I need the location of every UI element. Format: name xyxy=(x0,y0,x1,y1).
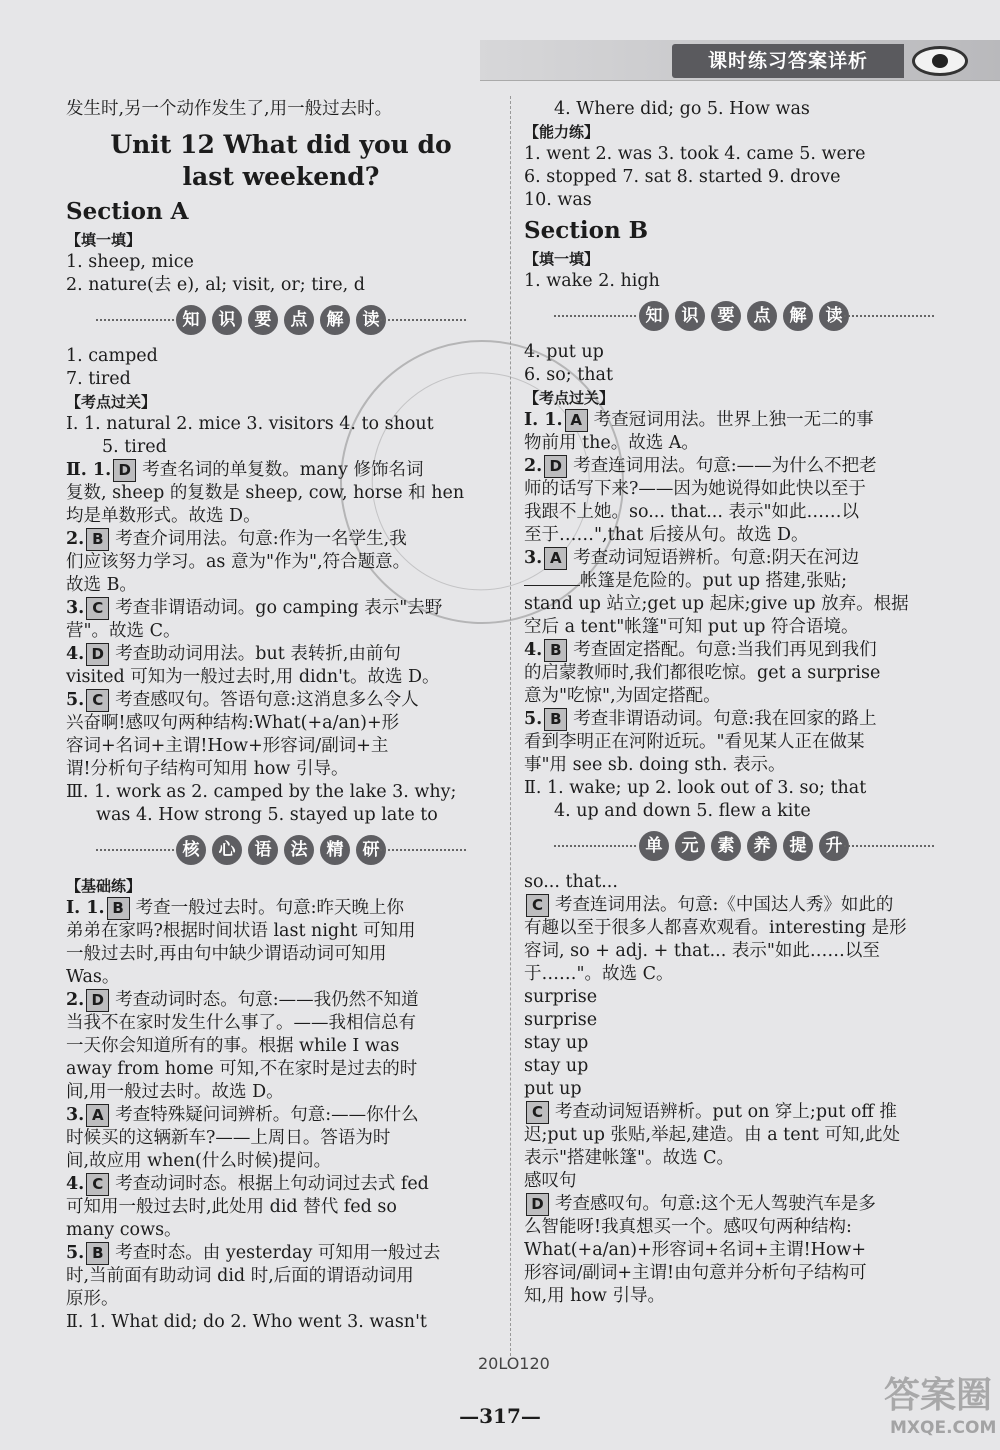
answer-box: B xyxy=(86,1242,109,1265)
banner-char: 核 xyxy=(174,833,208,867)
item-number: 5. xyxy=(524,709,543,729)
item-text: 考查动词时态。句意:——我仍然不知道 xyxy=(115,990,419,1010)
unit-title xyxy=(66,129,496,193)
kp-answer-1: 1. camped xyxy=(66,346,158,366)
kd-I-line-2: 5. tired xyxy=(102,437,167,457)
item-number: 4. xyxy=(524,640,543,660)
unit-answer-6: stay up xyxy=(524,1056,589,1076)
item-text-cont: 我跟不上她。so... that... 表示"如此……以 xyxy=(524,502,860,522)
item-number: 5. xyxy=(66,1243,85,1263)
column-divider xyxy=(510,96,512,1356)
item-text-cont: 物前用 the。故选 A。 xyxy=(524,433,699,453)
item-text-cont: 迟;put up 张贴,举起,建造。由 a tent 可知,此处 xyxy=(524,1125,901,1145)
kd-III-line-1: Ⅲ. 1. work as 2. camped by the lake 3. why; xyxy=(66,782,457,802)
item-text: 考查特殊疑问词辨析。句意:——你什么 xyxy=(115,1105,419,1125)
banner-char: 心 xyxy=(210,833,244,867)
item-text-cont: 意为"吃惊",为固定搭配。 xyxy=(524,686,721,706)
banner-rule-right xyxy=(844,315,934,317)
item-text-cont: 形容词/副词+主谓!由句意并分析句子结构可 xyxy=(524,1263,867,1283)
fill-answer: 1. wake 2. high xyxy=(524,271,660,291)
banner-chips xyxy=(637,299,851,333)
item-text-cont: 时候买的这辆新车?——上周日。答语为时 xyxy=(66,1128,391,1148)
banner-char: 读 xyxy=(817,299,851,333)
unit-answer-4: surprise xyxy=(524,1010,598,1030)
ability-line-3: 10. was xyxy=(524,190,592,210)
item-number: 4. xyxy=(66,644,85,664)
item-text-cont: 谓!分析句子结构可知用 how 引导。 xyxy=(66,759,349,779)
item-text-cont: 表示"搭建帐篷"。故选 C。 xyxy=(524,1148,735,1168)
answer-box: C xyxy=(526,894,549,917)
banner-char: 单 xyxy=(637,829,671,863)
item-text-cont: 容词, so + adj. + that... 表示"如此……以至 xyxy=(524,941,880,961)
banner-unit-literacy xyxy=(524,829,964,863)
kd-II-4 xyxy=(66,643,496,666)
kp-answer-7: 7. tired xyxy=(66,369,131,389)
banner-grammar xyxy=(66,833,496,867)
item-number: 2. xyxy=(524,456,543,476)
right-item-3 xyxy=(524,547,964,570)
unit-title-line-1: Unit 12 What did you do xyxy=(110,130,452,159)
fill-answer-1: 1. sheep, mice xyxy=(66,252,194,272)
item-text-cont: 一天你会知道所有的事。根据 while I was xyxy=(66,1036,400,1056)
banner-char: 解 xyxy=(781,299,815,333)
item-text-cont: 有趣以至于很多人都喜欢观看。interesting 是形 xyxy=(524,918,907,938)
item-text-cont: 兴奋啊!感叹句两种结构:What(+a/an)+形 xyxy=(66,713,400,733)
eye-icon xyxy=(912,46,968,76)
banner-char: 点 xyxy=(745,299,779,333)
banner-char: 要 xyxy=(246,303,280,337)
unit-title-line-2: last weekend? xyxy=(182,162,380,191)
banner-rule-right xyxy=(844,845,934,847)
answer-box: C xyxy=(86,689,109,712)
item-text-cont: 知,用 how 引导。 xyxy=(524,1286,665,1306)
answer-box: A xyxy=(86,1104,109,1127)
banner-char: 精 xyxy=(318,833,352,867)
item-text-cont: 复数, sheep 的复数是 sheep, cow, horse 和 hen xyxy=(66,483,465,503)
item-text: 考查感叹句。答语句意:这消息多么令人 xyxy=(115,690,419,710)
answer-box: A xyxy=(544,547,567,570)
answer-box: B xyxy=(107,897,130,920)
ability-label: 【能力练】 xyxy=(524,123,600,141)
banner-rule-right xyxy=(376,849,466,851)
item-number: 4. xyxy=(66,1174,85,1194)
item-text: 考查助动词用法。but 表转折,由前句 xyxy=(115,644,401,664)
item-text: 帐篷是危险的。put up 搭建,张贴; xyxy=(580,571,848,591)
item-text-cont: 空后 a tent"帐篷"可知 put up 符合语境。 xyxy=(524,617,859,637)
item-text-cont: 时,当前面有助动词 did 时,后面的谓语动词用 xyxy=(66,1266,414,1286)
item-text-cont: 当我不在家时发生什么事了。——我相信总有 xyxy=(66,1013,416,1033)
corner-watermark-logo xyxy=(884,1374,997,1444)
item-number: Ⅰ. 1. xyxy=(66,898,105,918)
answer-box: C xyxy=(526,1101,549,1124)
item-text-cont: 均是单数形式。故选 D。 xyxy=(66,506,261,526)
banner-chips xyxy=(174,833,388,867)
banner-char: 知 xyxy=(174,303,208,337)
item-number: 3. xyxy=(524,548,543,568)
answer-box: C xyxy=(86,1173,109,1196)
header-title: 课时练习答案详析 xyxy=(672,44,904,78)
banner-char: 识 xyxy=(673,299,707,333)
right-item-2 xyxy=(524,455,964,478)
basic-item-4 xyxy=(66,1173,496,1196)
item-text-cont: 么智能呀!我真想买一个。感叹句两种结构: xyxy=(524,1217,852,1237)
item-number: 3. xyxy=(66,1105,85,1125)
banner-chips xyxy=(637,829,851,863)
ability-line-2: 6. stopped 7. sat 8. started 9. drove xyxy=(524,167,841,187)
basic-label: 【基础练】 xyxy=(66,877,142,895)
item-text-cont: 至于……",that 后接从句。故选 D。 xyxy=(524,525,809,545)
item-text: 考查介词用法。句意:作为一名学生,我 xyxy=(115,529,407,549)
item-text-cont: 弟弟在家吗?根据时间状语 last night 可知用 xyxy=(66,921,416,941)
banner-char: 知 xyxy=(637,299,671,333)
watermark-logo-text: 答案圈 xyxy=(884,1375,993,1416)
kp-answer-4: 4. put up xyxy=(524,342,604,362)
item-text-cont: 们应该努力学习。as 意为"作为",符合题意。 xyxy=(66,552,411,572)
banner-char: 解 xyxy=(318,303,352,337)
banner-char: 元 xyxy=(673,829,707,863)
item-text-cont: 可知用一般过去时,此处用 did 替代 fed so xyxy=(66,1197,397,1217)
item-text: 考查名词的单复数。many 修饰名词 xyxy=(142,460,424,480)
item-text: 考查动词时态。根据上句动词过去式 fed xyxy=(115,1174,429,1194)
banner-knowledge xyxy=(66,303,496,337)
answer-box: D xyxy=(526,1193,549,1216)
item-text-cont: 营"。故选 C。 xyxy=(66,621,181,641)
section-b-title: Section B xyxy=(524,217,649,244)
banner-rule-left xyxy=(96,849,186,851)
banner-char: 识 xyxy=(210,303,244,337)
right-column xyxy=(524,98,964,1308)
right-II-line-2: 4. up and down 5. flew a kite xyxy=(554,801,811,821)
item-text: 考查冠词用法。世界上独一无二的事 xyxy=(593,410,874,430)
answer-box: B xyxy=(86,528,109,551)
item-text: 考查时态。由 yesterday 可知用一般过去 xyxy=(115,1243,441,1263)
item-text-cont: 间,用一般过去时。故选 D。 xyxy=(66,1082,284,1102)
item-text-cont: 的启蒙教师时,我们都很吃惊。get a surprise xyxy=(524,663,881,683)
answer-box: C xyxy=(86,597,109,620)
item-number: 5. xyxy=(66,690,85,710)
right-first-line: 4. Where did; go 5. How was xyxy=(554,99,810,119)
item-text: 考查动词短语辨析。put on 穿上;put off 推 xyxy=(555,1102,897,1122)
answer-box: B xyxy=(544,639,567,662)
item-text-cont: 容词+名词+主谓!How+形容词/副词+主 xyxy=(66,736,389,756)
answer-box: D xyxy=(113,459,136,482)
banner-char: 语 xyxy=(246,833,280,867)
banner-char: 点 xyxy=(282,303,316,337)
kd-label: 【考点过关】 xyxy=(524,389,615,407)
fill-answer-2: 2. nature(去 e), al; visit, or; tire, d xyxy=(66,275,365,295)
item-text: 考查感叹句。句意:这个无人驾驶汽车是多 xyxy=(555,1194,876,1214)
item-text-cont: What(+a/an)+形容词+名词+主谓!How+ xyxy=(524,1240,867,1260)
kd-II-1 xyxy=(66,459,496,482)
item-text-cont: 于……"。故选 C。 xyxy=(524,964,674,984)
page-number: —317— xyxy=(459,1404,541,1428)
unit-answer-2 xyxy=(524,894,964,917)
item-text-cont: 看到李明正在河附近玩。"看见某人正在做某 xyxy=(524,732,865,752)
blank-line xyxy=(524,585,580,586)
unit-answer-9: 感叹句 xyxy=(524,1171,577,1191)
banner-rule-right xyxy=(376,319,466,321)
item-number: 2. xyxy=(66,529,85,549)
answer-box: D xyxy=(86,643,109,666)
basic-II-line: Ⅱ. 1. What did; do 2. Who went 3. wasn't xyxy=(66,1312,427,1332)
kd-II-5 xyxy=(66,689,496,712)
item-text-cont: visited 可知为一般过去时,用 didn't。故选 D。 xyxy=(66,667,440,687)
item-text-cont: stand up 站立;get up 起床;give up 放弃。根据 xyxy=(524,594,909,614)
right-item-5 xyxy=(524,708,964,731)
item-text: 考查连词用法。句意:《中国达人秀》如此的 xyxy=(555,895,894,915)
right-II-line-1: Ⅱ. 1. wake; up 2. look out of 3. so; that xyxy=(524,778,867,798)
item-number: 2. xyxy=(66,990,85,1010)
banner-char: 法 xyxy=(282,833,316,867)
section-a-title: Section A xyxy=(66,198,189,225)
item-text-cont xyxy=(524,570,964,593)
basic-item-2 xyxy=(66,989,496,1012)
item-number: Ⅰ. 1. xyxy=(524,410,563,430)
answer-box: D xyxy=(544,455,567,478)
banner-char: 研 xyxy=(354,833,388,867)
answer-box: A xyxy=(565,409,588,432)
answer-box: B xyxy=(544,708,567,731)
basic-item-3 xyxy=(66,1104,496,1127)
basic-item-5 xyxy=(66,1242,496,1265)
right-item-1 xyxy=(524,409,964,432)
kd-I-line-1: Ⅰ. 1. natural 2. mice 3. visitors 4. to shout xyxy=(66,414,434,434)
kd-label: 【考点过关】 xyxy=(66,393,157,411)
banner-knowledge xyxy=(524,299,964,333)
unit-answer-3: surprise xyxy=(524,987,598,1007)
banner-char: 升 xyxy=(817,829,851,863)
left-column xyxy=(66,98,496,1334)
item-text: 考查动词短语辨析。句意:阴天在河边 xyxy=(573,548,860,568)
banner-chips xyxy=(174,303,388,337)
banner-char: 素 xyxy=(709,829,743,863)
item-text: 考查固定搭配。句意:当我们再见到我们 xyxy=(573,640,877,660)
basic-item-1 xyxy=(66,897,496,920)
item-number: Ⅱ. 1. xyxy=(66,460,112,480)
item-text-cont: many cows。 xyxy=(66,1220,182,1240)
item-text-cont: 故选 B。 xyxy=(66,575,137,595)
print-code: 20LO120 xyxy=(478,1354,550,1373)
fill-label: 【填一填】 xyxy=(66,231,142,249)
unit-answer-10 xyxy=(524,1193,964,1216)
banner-char: 提 xyxy=(781,829,815,863)
banner-char: 要 xyxy=(709,299,743,333)
item-text-cont: 原形。 xyxy=(66,1289,119,1309)
item-text-cont: 事"用 see sb. doing sth. 表示。 xyxy=(524,755,786,775)
item-text: 考查非谓语动词。句意:我在回家的路上 xyxy=(573,709,877,729)
unit-answer-5: stay up xyxy=(524,1033,589,1053)
item-number: 3. xyxy=(66,598,85,618)
banner-rule-left xyxy=(554,315,644,317)
item-text-cont: 间,故应用 when(什么时候)提问。 xyxy=(66,1151,332,1171)
intro-line: 发生时,另一个动作发生了,用一般过去时。 xyxy=(66,99,393,119)
kd-III-line-2: was 4. How strong 5. stayed up late to xyxy=(96,805,438,825)
item-text-cont: 师的话写下来?——因为她说得如此快以至于 xyxy=(524,479,866,499)
banner-char: 读 xyxy=(354,303,388,337)
item-text-cont: away from home 可知,不在家时是过去的时 xyxy=(66,1059,418,1079)
kp-answer-6: 6. so; that xyxy=(524,365,614,385)
ability-line-1: 1. went 2. was 3. took 4. came 5. were xyxy=(524,144,866,164)
answer-box: D xyxy=(86,989,109,1012)
kd-II-2 xyxy=(66,528,496,551)
item-text: 考查非谓语动词。go camping 表示"去野 xyxy=(115,598,443,618)
item-text-cont: Was。 xyxy=(66,967,120,987)
kd-II-3 xyxy=(66,597,496,620)
watermark-logo-url: MXQE.COM xyxy=(890,1418,997,1438)
banner-rule-left xyxy=(96,319,186,321)
unit-answer-7: put up xyxy=(524,1079,582,1099)
banner-char: 养 xyxy=(745,829,779,863)
banner-rule-left xyxy=(554,845,644,847)
item-text: 考查连词用法。句意:——为什么不把老 xyxy=(573,456,877,476)
unit-answer-1: so... that... xyxy=(524,872,618,892)
fill-label: 【填一填】 xyxy=(524,250,600,268)
unit-answer-8 xyxy=(524,1101,964,1124)
right-item-4 xyxy=(524,639,964,662)
item-text: 考查一般过去时。句意:昨天晚上你 xyxy=(135,898,405,918)
item-text-cont: 一般过去时,再由句中缺少谓语动词可知用 xyxy=(66,944,387,964)
